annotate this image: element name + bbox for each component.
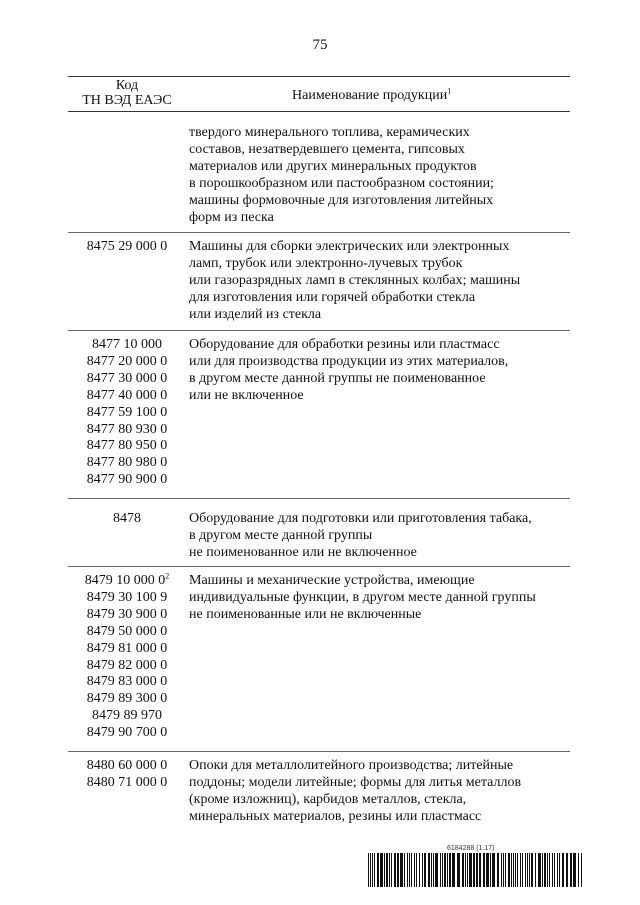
tn-ved-code: 8477 80 930 0 <box>86 421 168 437</box>
desc-line: в другом месте данной группы не поименованное <box>189 370 486 386</box>
row-5-codes <box>68 758 186 792</box>
row-0-description <box>189 125 574 226</box>
tn-ved-code: 8479 30 100 9 <box>86 589 168 605</box>
desc-line: ламп, трубок или электронно-лучевых трубок <box>189 255 463 271</box>
row-3-description <box>189 511 574 562</box>
desc-line: (кроме изложниц), карбидов металлов, стекла, <box>189 791 467 807</box>
row-2-description <box>189 337 574 405</box>
tn-ved-code: 8475 29 000 0 <box>86 239 168 254</box>
header-name-label: Наименование продукции <box>292 88 448 103</box>
row-separator <box>68 566 570 567</box>
row-4-codes <box>68 573 186 742</box>
document-id: 6184288 (1.17) <box>447 845 495 852</box>
tn-ved-code: 8477 90 900 0 <box>86 472 168 488</box>
tn-ved-code: 8478 <box>113 511 141 526</box>
tn-ved-code: 8480 71 000 0 <box>86 774 168 790</box>
desc-line: минеральных материалов, резины или пластмасс <box>189 808 482 824</box>
tn-ved-code: 8479 50 000 0 <box>86 623 168 639</box>
desc-line: машины формовочные для изготовления литейных <box>189 192 494 208</box>
tn-ved-code: 8477 59 100 0 <box>86 404 168 420</box>
tn-ved-code: 8479 83 000 0 <box>86 674 168 690</box>
tn-ved-code: 8477 80 950 0 <box>86 438 168 454</box>
header-footnote-mark: 1 <box>447 86 452 96</box>
page-number: 75 <box>312 37 328 53</box>
desc-line: Машины и механические устройства, имеющие <box>189 573 475 588</box>
desc-line: твердого минерального топлива, керамических <box>189 125 470 140</box>
desc-line: Оборудование для подготовки или приготовления табака, <box>189 511 532 526</box>
tn-ved-code: 8479 30 900 0 <box>86 606 168 622</box>
tn-ved-code: 8477 10 000 <box>92 337 162 352</box>
row-1-codes <box>68 239 186 256</box>
desc-line: для изготовления или горячей обработки стекла <box>189 289 476 305</box>
tn-ved-code: 8479 82 000 0 <box>86 657 168 673</box>
tn-ved-code: 8479 90 700 0 <box>86 725 168 741</box>
footnote-mark: 2 <box>165 571 170 581</box>
tn-ved-code: 8479 89 970 <box>92 708 162 724</box>
desc-line: Опоки для металлолитейного производства; литейные <box>189 758 514 773</box>
row-3-codes <box>68 511 186 528</box>
table-header <box>68 76 570 112</box>
row-separator <box>68 498 570 499</box>
desc-line: материалов или других минеральных продуктов <box>189 158 477 174</box>
tn-ved-code <box>68 573 186 590</box>
row-separator <box>68 232 570 233</box>
tn-ved-code-text: 8479 10 000 0 <box>84 573 166 588</box>
row-1-description <box>189 239 574 324</box>
header-code-line1: Код <box>115 78 139 93</box>
desc-line: составов, незатвердевшего цемента, гипсовых <box>189 141 465 157</box>
header-name-column <box>292 88 451 103</box>
row-separator <box>68 330 570 331</box>
row-4-description <box>189 573 574 624</box>
desc-line: или для производства продукции из этих материалов, <box>189 353 509 369</box>
desc-line: или газоразрядных ламп в стеклянных колбах; машины <box>189 272 521 288</box>
desc-line: Машины для сборки электрических или электронных <box>189 239 510 254</box>
tn-ved-code: 8479 89 300 0 <box>86 691 168 707</box>
row-separator <box>68 751 570 752</box>
desc-line: не поименованные или не включенные <box>189 606 422 622</box>
desc-line: в порошкообразном или пастообразном состоянии; <box>189 175 494 191</box>
tn-ved-code: 8477 30 000 0 <box>86 370 168 386</box>
header-code-column <box>68 78 186 108</box>
row-2-codes <box>68 337 186 489</box>
desc-line: форм из песка <box>189 209 274 225</box>
tn-ved-code: 8477 20 000 0 <box>86 353 168 369</box>
desc-line: не поименованное или не включенное <box>189 544 417 560</box>
tn-ved-code: 8480 60 000 0 <box>86 758 168 773</box>
header-code-line2: ТН ВЭД ЕАЭС <box>82 93 172 108</box>
tn-ved-code: 8479 81 000 0 <box>86 640 168 656</box>
desc-line: или изделий из стекла <box>189 306 322 322</box>
desc-line: индивидуальные функции, в другом месте данной группы <box>189 589 536 605</box>
tn-ved-code: 8477 40 000 0 <box>86 387 168 403</box>
barcode-image <box>368 853 582 887</box>
desc-line: поддоны; модели литейные; формы для литья металлов <box>189 774 522 790</box>
row-5-description <box>189 758 574 826</box>
desc-line: или не включенное <box>189 387 304 403</box>
tn-ved-code: 8477 80 980 0 <box>86 455 168 471</box>
desc-line: в другом месте данной группы <box>189 527 373 543</box>
desc-line: Оборудование для обработки резины или пластмасс <box>189 337 500 352</box>
